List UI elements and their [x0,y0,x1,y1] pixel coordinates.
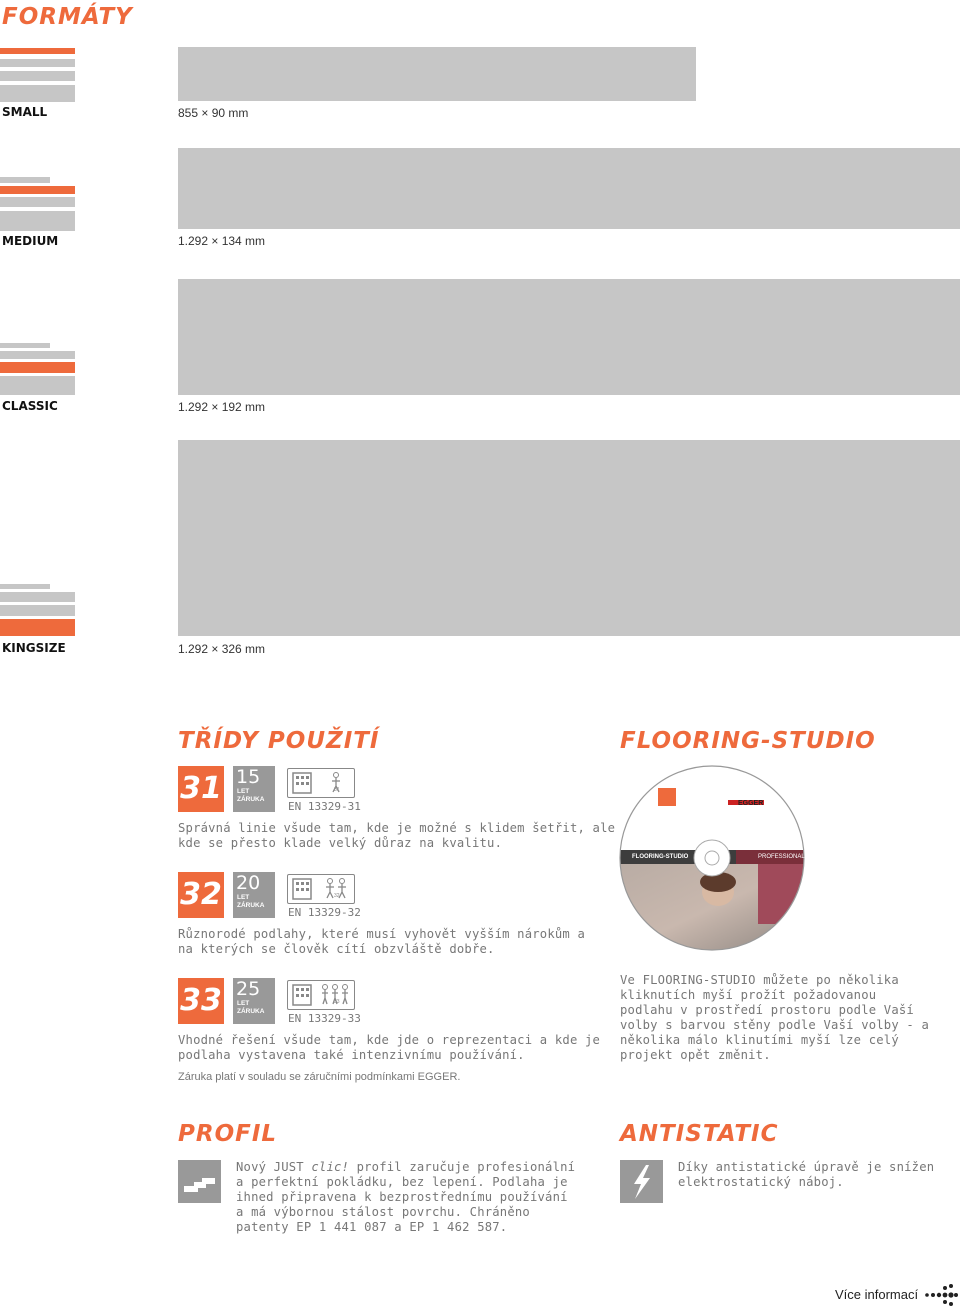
antistatic-title: ANTISTATIC [620,1121,779,1147]
usage-pictogram-icon: 32 [287,874,355,904]
studio-title: FLOORING-STUDIO [620,728,876,754]
usage-pictogram-icon: 33 [287,980,355,1010]
small-plank-sample [178,47,696,101]
warranty-15-badge: 15 LET ZÁRUKA [233,766,275,812]
egger-logo: EGGER [738,800,764,807]
more-info-link[interactable]: Více informací [835,1287,919,1302]
warranty-20-badge: 20 LET ZÁRUKA [233,872,275,918]
medium-format-icon [0,177,75,231]
flooring-studio-cd-image [618,764,806,952]
small-size: 855 × 90 mm [178,106,249,120]
classic-plank-sample [178,279,960,395]
class-32-block [178,872,586,962]
norm-code: EN 13329-31 [288,800,361,813]
norm-code: EN 13329-32 [288,906,361,919]
studio-description: Ve FLOORING-STUDIO můžete po několika kliknutích myší prožít požadovanou podlahu v prostředí prostoru podle Vaší volby s barvou stěny podle Vaší volby - a několika málo klinutími myší lze celý projekt opět změnit. [620,973,930,1062]
small-format-icon [0,48,75,102]
profil-description: Nový JUST clic! profil zaručuje profesionální a perfektní pokládku, bez lepení. Podlaha je ihned připravena k bezprostřednímu používání a má výbornou stálost povrchu. Chráněno patenty EP 1 441 087 a EP 1 462 587. [236,1160,576,1234]
classic-label: CLASSIC [2,399,58,413]
antistatic-description: Díky antistatické úpravě je snížen elektrostatický náboj. [678,1160,935,1189]
class-32-badge: 32 [178,872,224,918]
kingsize-plank-sample [178,440,960,636]
class-33-badge: 33 [178,978,224,1024]
medium-size: 1.292 × 134 mm [178,234,266,248]
disc-subtitle: PROFESSIONAL [758,854,805,860]
warranty-25-badge: 25 LET ZÁRUKA [233,978,275,1024]
warranty-note: Záruka platí v souladu se záručními podmínkami EGGER. [178,1071,461,1083]
class-33-description: Vhodné řešení všude tam, kde jde o reprezentaci a kde je podlaha vystavena také intenzivnímu používání. [178,1033,601,1062]
profil-title: PROFIL [178,1121,278,1147]
small-label: SMALL [2,105,48,119]
class-31-badge: 31 [178,766,224,812]
classes-title: TŘÍDY POUŽITÍ [178,728,380,754]
kingsize-label: KINGSIZE [2,641,66,655]
medium-label: MEDIUM [2,234,59,248]
lightning-icon [620,1160,663,1203]
classic-size: 1.292 × 192 mm [178,400,266,414]
medium-plank-sample [178,148,960,229]
usage-pictogram-icon: 31 [287,768,355,798]
dots-arrow-icon[interactable] [924,1283,958,1307]
click-profile-icon [178,1160,221,1203]
class-31-description: Správná linie všude tam, kde je možné s klidem šetřit, ale kde se přesto klade velký důraz na kvalitu. [178,821,616,850]
disc-title: FLOORING-STUDIO [632,854,689,860]
norm-code: EN 13329-33 [288,1012,361,1025]
class-33-block [178,978,601,1068]
class-31-block [178,766,616,856]
class-32-description: Různorodé podlahy, které musí vyhovět vyšším nárokům a na kterých se člověk cítí obzvláště dobře. [178,927,586,956]
classic-format-icon [0,343,75,395]
kingsize-size: 1.292 × 326 mm [178,642,266,656]
formats-title: FORMÁTY [2,4,133,30]
kingsize-format-icon [0,584,75,636]
